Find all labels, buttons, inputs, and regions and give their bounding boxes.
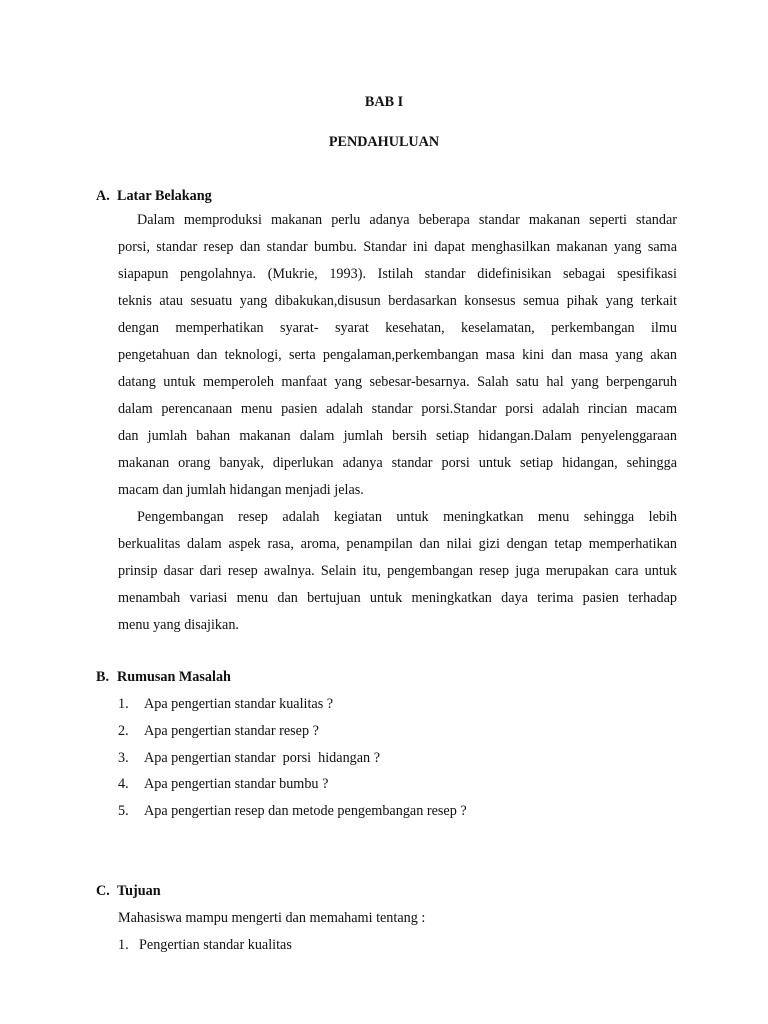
list-item: [118, 937, 292, 954]
chapter-number: BAB I: [364, 94, 404, 110]
paragraph-line: macam dan jumlah hidangan menjadi jelas.: [118, 482, 364, 498]
section-title: Tujuan: [117, 883, 161, 899]
list-number: 1.: [118, 696, 129, 712]
chapter-title: PENDAHULUAN: [328, 134, 440, 150]
paragraph-line: dan jumlah bahan makanan dalam jumlah bersih setiap hidangan.Dalam penyelenggaraan: [118, 428, 677, 444]
list-number: 5.: [118, 803, 129, 819]
list-text: Apa pengertian standar resep ?: [144, 723, 319, 739]
section-letter: B.: [96, 669, 110, 685]
paragraph-line: teknis atau sesuatu yang dibakukan,disusun berdasarkan konsesus semua pihak yang terkait: [118, 293, 677, 309]
list-number: 2.: [118, 723, 129, 739]
paragraph-line: datang untuk memperoleh manfaat yang sebesar-besarnya. Salah satu hal yang berpengaruh: [118, 374, 677, 390]
list-item: [118, 696, 333, 713]
paragraph-line: porsi, standar resep dan standar bumbu. Standar ini dapat menghasilkan makanan yang sama: [118, 239, 677, 255]
section-letter: A.: [96, 188, 110, 204]
list-text: Apa pengertian standar porsi hidangan ?: [144, 750, 380, 766]
section-title: Latar Belakang: [117, 188, 212, 204]
list-text: Apa pengertian resep dan metode pengembangan resep ?: [144, 803, 467, 819]
paragraph-line: dengan memperhatikan syarat- syarat kesehatan, keselamatan, perkembangan ilmu: [118, 320, 677, 336]
paragraph-line: pengetahuan dan teknologi, serta pengalaman,perkembangan masa kini dan masa yang akan: [118, 347, 677, 363]
section-b-heading: [96, 669, 231, 686]
paragraph-line: prinsip dasar dari resep awalnya. Selain itu, pengembangan resep juga merupakan cara untuk: [118, 563, 677, 579]
list-text: Pengertian standar kualitas: [139, 937, 292, 953]
section-c-heading: [96, 883, 161, 900]
paragraph-line: menu yang disajikan.: [118, 617, 239, 633]
paragraph-line: dalam perencanaan menu pasien adalah standar porsi.Standar porsi adalah rincian macam: [118, 401, 677, 417]
paragraph-line: makanan orang banyak, diperlukan adanya standar porsi untuk setiap hidangan, sehingga: [118, 455, 677, 471]
section-title: Rumusan Masalah: [117, 669, 231, 685]
paragraph-line: berkualitas dalam aspek rasa, aroma, penampilan dan nilai gizi dengan tetap memperhatikan: [118, 536, 677, 552]
list-text: Apa pengertian standar bumbu ?: [144, 776, 329, 792]
list-item: [118, 723, 319, 740]
section-letter: C.: [96, 883, 110, 899]
list-item: [118, 803, 467, 820]
paragraph-line: Dalam memproduksi makanan perlu adanya beberapa standar makanan seperti standar: [137, 212, 677, 228]
paragraph-line: siapapun pengolahnya. (Mukrie, 1993). Istilah standar didefinisikan sebagai spesifikasi: [118, 266, 677, 282]
paragraph-line: menambah variasi menu dan bertujuan untuk meningkatkan daya terima pasien terhadap: [118, 590, 677, 606]
list-text: Apa pengertian standar kualitas ?: [144, 696, 334, 712]
list-number: 3.: [118, 750, 129, 766]
section-intro: Mahasiswa mampu mengerti dan memahami tentang :: [118, 910, 426, 926]
list-item: [118, 776, 328, 793]
list-item: [118, 750, 380, 767]
list-number: 1.: [118, 937, 129, 953]
list-number: 4.: [118, 776, 129, 792]
paragraph-line: Pengembangan resep adalah kegiatan untuk meningkatkan menu sehingga lebih: [137, 509, 677, 525]
section-a-heading: [96, 188, 212, 205]
